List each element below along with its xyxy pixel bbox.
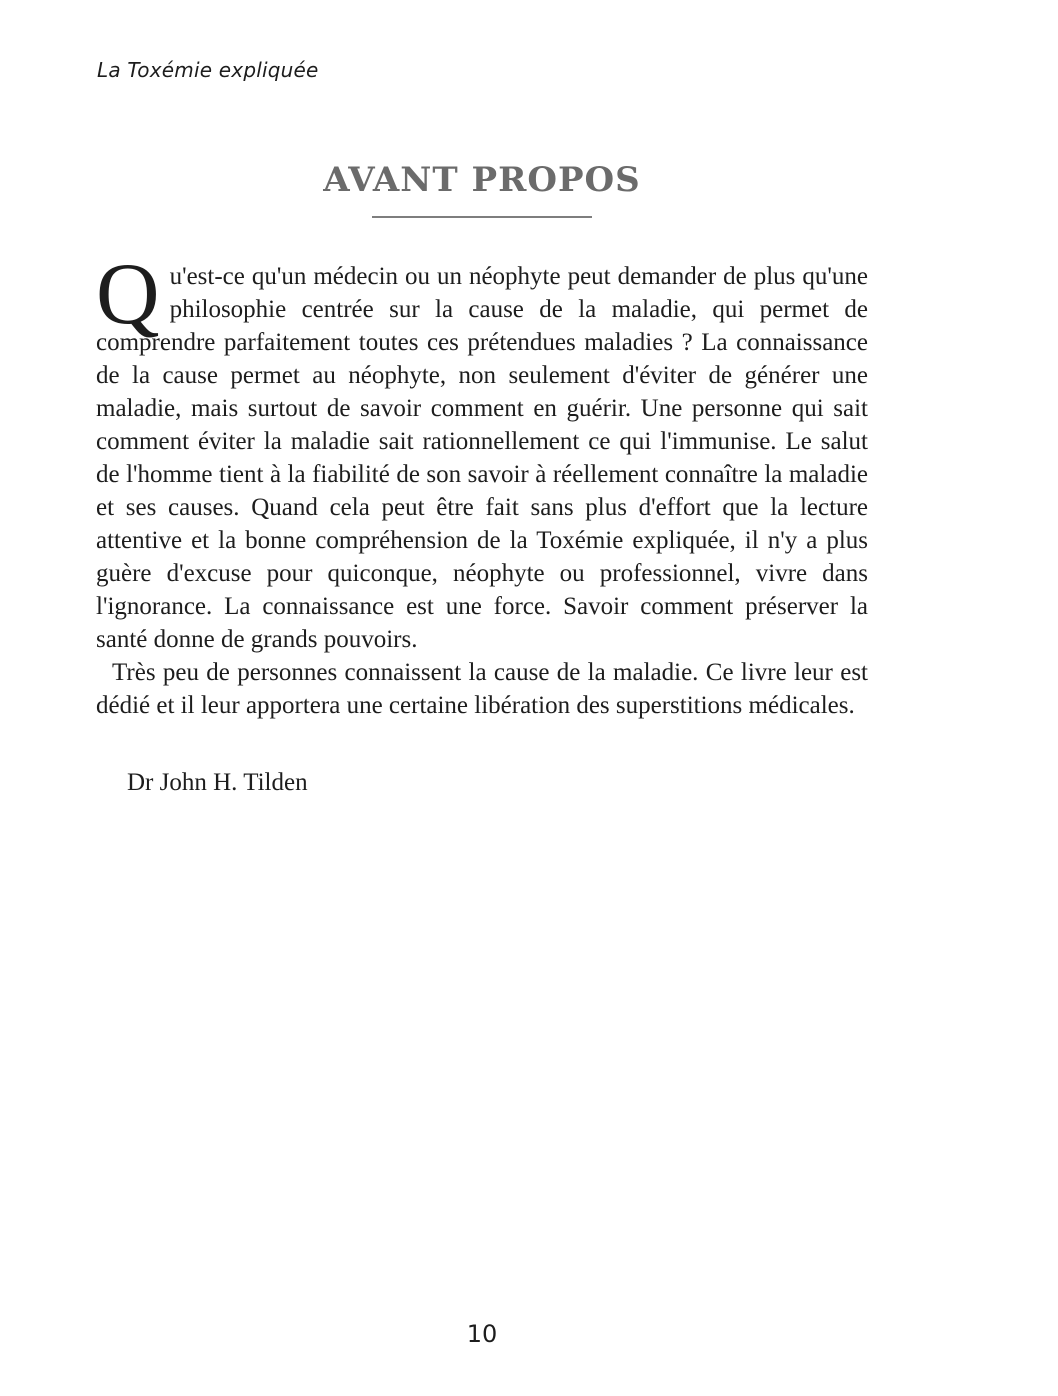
paragraph-1-text: u'est-ce qu'un médecin ou un néophyte peut demander de plus qu'une philosophie centrée sur la cause de la maladie, qui permet de comprendre parfaitement toutes ces prétendues maladies ? La connaissance de la cause permet au néophyte, non seulement d'éviter de générer une maladie, mais surtout de savoir comment en guérir. Une personne qui sait comment éviter la maladie sait rationnellement ce qui l'immunise. Le salut de l'homme tient à la fiabilité de son savoir à réellement connaître la maladie et ses causes. Quand cela peut être fait sans plus d'effort que la lecture attentive et la bonne compréhension de la Toxémie expliquée, il n'y a plus guère d'excuse pour quiconque, néophyte ou professionnel, vivre dans l'ignorance. La connaissance est une force. Savoir comment préserver la santé donne de grands pouvoirs. bbox=[96, 263, 868, 653]
paragraph-2: Très peu de personnes connaissent la cause de la maladie. Ce livre leur est dédié et il leur apportera une certaine libération des superstitions médicales. bbox=[96, 659, 868, 719]
running-header: La Toxémie expliquée bbox=[97, 58, 319, 82]
author-signature: Dr John H. Tilden bbox=[127, 769, 308, 796]
paragraph-1 bbox=[96, 246, 868, 656]
page-number: 10 bbox=[466, 1320, 498, 1348]
dropcap-letter: Q bbox=[96, 246, 160, 343]
title-rule bbox=[372, 216, 592, 218]
chapter-title: AVANT PROPOS bbox=[323, 160, 641, 200]
body-text bbox=[96, 246, 868, 799]
